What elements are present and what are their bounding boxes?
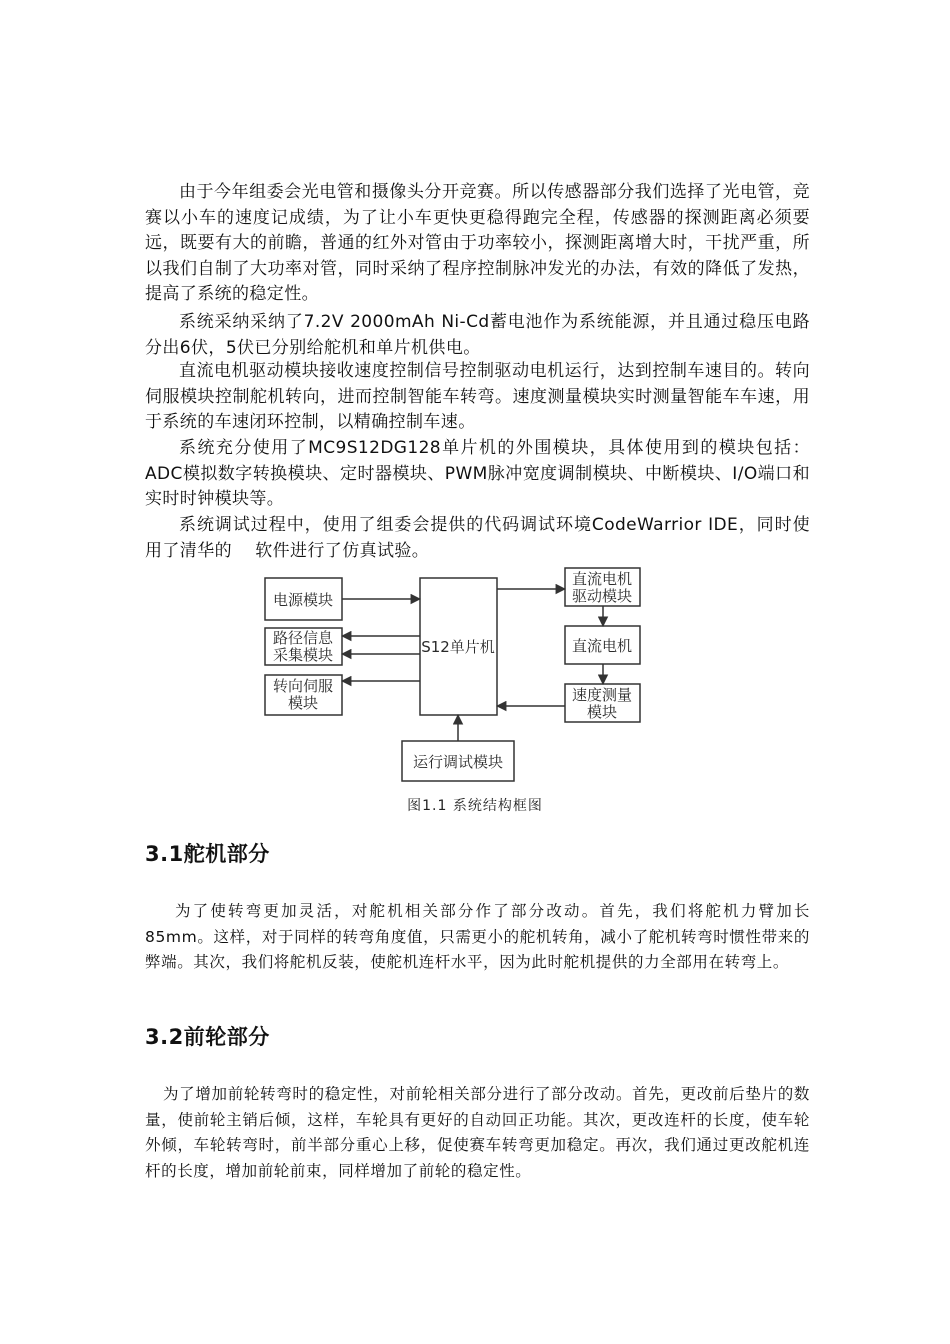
path-module-label-1: 路径信息 xyxy=(272,629,334,647)
motor-label: 直流电机 xyxy=(571,637,633,655)
paragraph-steering: 为了使转弯更加灵活，对舵机相关部分作了部分改动。首先，我们将舵机力臂加长85mm。这样，对于同样的转弯角度值，只需更小的舵机转角，减小了舵机转弯时惯性带来的弊端。其次，我们将舵机反装，使舵机连杆水平，因为此时舵机提供的力全部用在转弯上。 xyxy=(145,902,810,972)
section-heading-steering: 3.1舵机部分 xyxy=(145,842,270,866)
debug-module-label: 运行调试模块 xyxy=(412,753,504,771)
paragraph-power: 系统采纳采纳了7.2V 2000mAh Ni-Cd蓄电池作为系统能源，并且通过稳压电路分出6伏，5伏已分别给舵机和单片机供电。 xyxy=(145,312,810,358)
path-module-label-2: 采集模块 xyxy=(272,646,334,664)
steer-module-label-1: 转向伺服 xyxy=(272,677,334,695)
speed-module-label-2: 模块 xyxy=(586,703,618,721)
paragraph-modules: 直流电机驱动模块接收速度控制信号控制驱动电机运行，达到控制车速目的。转向伺服模块控制舵机转向，进而控制智能车转弯。速度测量模块实时测量智能车车速，用于系统的车速闭环控制，以精确控制车速。 xyxy=(145,361,810,433)
driver-module-label-1: 直流电机 xyxy=(571,570,633,588)
power-module-label: 电源模块 xyxy=(272,591,334,609)
section-heading-front-wheel: 3.2前轮部分 xyxy=(145,1025,270,1049)
paragraph-front-wheel: 为了增加前轮转弯时的稳定性，对前轮相关部分进行了部分改动。首先，更改前后垫片的数量，使前轮主销后倾，这样，车轮具有更好的自动回正功能。其次，更改连杆的长度，使车轮外倾，车轮转弯时，前半部分重心上移，促使赛车转弯更加稳定。再次，我们通过更改舵机连杆的长度，增加前轮前束，同样增加了前轮的稳定性。 xyxy=(145,1085,810,1180)
paragraph-mcu: 系统充分使用了MC9S12DG128单片机的外围模块，具体使用到的模块包括：ADC模拟数字转换模块、定时器模块、PWM脉冲宽度调制模块、中断模块、I/O端口和实时时钟模块等。 xyxy=(145,438,810,510)
figure-caption: 图1.1 系统结构框图 xyxy=(407,798,543,814)
paragraph-debug: 系统调试过程中，使用了组委会提供的代码调试环境CodeWarrior IDE，同时使用了清华的 软件进行了仿真试验。 xyxy=(145,515,810,561)
steer-module-label-2: 模块 xyxy=(287,694,319,712)
speed-module-label-1: 速度测量 xyxy=(571,686,633,704)
driver-module-label-2: 驱动模块 xyxy=(571,587,633,605)
paragraph-sensors: 由于今年组委会光电管和摄像头分开竞赛。所以传感器部分我们选择了光电管，竞赛以小车的速度记成绩，为了让小车更快更稳得跑完全程，传感器的探测距离必须要远，既要有大的前瞻，普通的红外对管由于功率较小，探测距离增大时，干扰严重，所以我们自制了大功率对管，同时采纳了程序控制脉冲发光的办法，有效的降低了发热，提高了系统的稳定性。 xyxy=(145,182,810,305)
mcu-label: S12单片机 xyxy=(421,638,495,656)
